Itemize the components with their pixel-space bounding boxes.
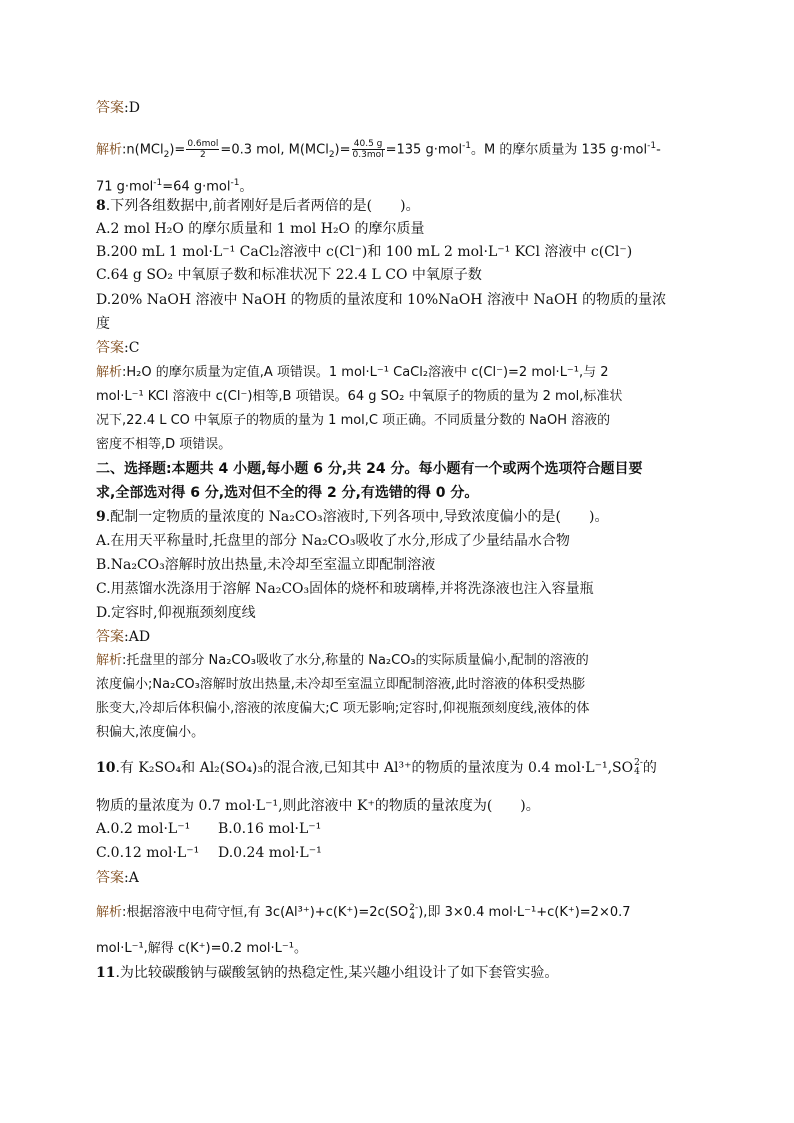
q9-analysis-line-3: 胀变大,冷却后体积偏小,溶液的浓度偏大;C 项无影响;定容时,仰视瓶颈刻度线,液体的体 xyxy=(96,701,590,716)
q8-option-a: A.2 mol H₂O 的摩尔质量和 1 mol H₂O 的摩尔质量 xyxy=(96,221,425,237)
answer-value: :A xyxy=(124,870,139,886)
question-number: 8 xyxy=(96,198,106,214)
fraction: $\frac{\text{0.6mol}}{2}$ xyxy=(187,139,219,161)
answer-label: 答案 xyxy=(96,870,124,886)
q7-analysis-line-2: 71 g·mol$^{-1}$=64 g·mol$^{-1}$。 xyxy=(96,178,253,195)
fraction: $\frac{40.5 g}{\text{0.3mol}}$ xyxy=(352,139,384,161)
q9-answer xyxy=(96,626,150,648)
q10-stem-line-2: 物质的量浓度为 0.7 mol·L⁻¹,则此溶液中 K⁺的物质的量浓度为( )。 xyxy=(96,798,540,814)
q10-answer xyxy=(96,867,139,889)
answer-value: :D xyxy=(124,100,140,116)
q8-option-d-cont: 度 xyxy=(96,316,110,332)
q10-option-c: C.0.12 mol·L⁻¹ xyxy=(96,845,200,861)
q8-answer xyxy=(96,337,139,359)
q7-analysis-line-1: 解析:n(MCl$_2$)= $\frac{\text{0.6mol}}{2}$ =0.3 mol, M(MCl$_2$)= $\frac{40.5 g}{\text{0.3mol}}$ =135 g·mol$^{-1}$。M 的摩尔质量为 135 g·mol$^{-1}$- xyxy=(96,139,661,161)
q7-answer xyxy=(96,97,140,119)
analysis-label: 解析 xyxy=(96,905,123,920)
q10-stem: 10.有 K₂SO₄和 Al₂(SO₄)₃的混合液,已知其中 Al³⁺的物质的量浓度为 0.4 mol·L⁻¹,SO 2- 4 的 xyxy=(96,758,657,777)
analysis-label: 解析 xyxy=(96,365,123,380)
q9-stem: 9.配制一定物质的量浓度的 Na₂CO₃溶液时,下列各项中,导致浓度偏小的是( )。 xyxy=(96,509,609,525)
q8-option-c: C.64 g SO₂ 中氧原子数和标准状况下 22.4 L CO 中氧原子数 xyxy=(96,267,482,283)
q9-analysis-line-4: 积偏大,浓度偏小。 xyxy=(96,725,205,740)
q10-option-b: B.0.16 mol·L⁻¹ xyxy=(218,821,322,837)
section-header-line-2: 求,全部选对得 6 分,选对但不全的得 2 分,有选错的得 0 分。 xyxy=(96,485,479,501)
q10-analysis-line-2: mol·L⁻¹,解得 c(K⁺)=0.2 mol·L⁻¹。 xyxy=(96,941,307,956)
q10-analysis-line-1: 解析:根据溶液中电荷守恒,有 3c(Al³⁺)+c(K⁺)=2c(SO 2- 4 ),即 3×0.4 mol·L⁻¹+c(K⁺)=2×0.7 xyxy=(96,902,631,922)
q9-option-b: B.Na₂CO₃溶解时放出热量,未冷却至室温立即配制溶液 xyxy=(96,557,436,573)
q8-stem: 8.下列各组数据中,前者刚好是后者两倍的是( )。 xyxy=(96,198,420,214)
q10-options-row-1 xyxy=(96,818,321,840)
q8-option-d: D.20% NaOH 溶液中 NaOH 的物质的量浓度和 10%NaOH 溶液中 NaOH 的物质的量浓 xyxy=(96,292,667,308)
question-number: 11 xyxy=(96,965,116,981)
q8-analysis-line-2: mol·L⁻¹ KCl 溶液中 c(Cl⁻)相等,B 项错误。64 g SO₂ 中氧原子的物质的量为 2 mol,标准状 xyxy=(96,389,623,404)
answer-label: 答案 xyxy=(96,629,124,645)
question-number: 10 xyxy=(96,760,116,776)
analysis-label: 解析 xyxy=(96,142,123,158)
sulfate-ion-notation: 2- 4 xyxy=(409,902,419,922)
sulfate-ion-notation: 2- 4 xyxy=(634,758,643,777)
q9-option-c: C.用蒸馏水洗涤用于溶解 Na₂CO₃固体的烧杯和玻璃棒,并将洗涤液也注入容量瓶 xyxy=(96,581,594,597)
question-number: 9 xyxy=(96,509,106,525)
answer-label: 答案 xyxy=(96,100,124,116)
section-header-line-1: 二、选择题:本题共 4 小题,每小题 6 分,共 24 分。每小题有一个或两个选项符合题目要 xyxy=(96,461,643,477)
answer-value: :AD xyxy=(124,629,151,645)
q9-analysis-line-2: 浓度偏小;Na₂CO₃溶解时放出热量,未冷却至室温立即配制溶液,此时溶液的体积受热膨 xyxy=(96,677,586,692)
answer-value: :C xyxy=(124,340,140,356)
answer-label: 答案 xyxy=(96,340,124,356)
q9-option-d: D.定容时,仰视瓶颈刻度线 xyxy=(96,605,256,621)
q8-analysis-line-3: 况下,22.4 L CO 中氧原子的物质的量为 1 mol,C 项正确。不同质量分数的 NaOH 溶液的 xyxy=(96,413,611,428)
q10-option-d: D.0.24 mol·L⁻¹ xyxy=(218,845,322,861)
q11-stem: 11.为比较碳酸钠与碳酸氢钠的热稳定性,某兴趣小组设计了如下套管实验。 xyxy=(96,965,559,981)
q9-option-a: A.在用天平称量时,托盘里的部分 Na₂CO₃吸收了水分,形成了少量结晶水合物 xyxy=(96,533,570,549)
q9-analysis-line-1: 解析:托盘里的部分 Na₂CO₃吸收了水分,称量的 Na₂CO₃的实际质量偏小,配制的溶液的 xyxy=(96,653,589,668)
q8-analysis-line-4: 密度不相等,D 项错误。 xyxy=(96,437,232,452)
q8-analysis-line-1: 解析:H₂O 的摩尔质量为定值,A 项错误。1 mol·L⁻¹ CaCl₂溶液中 c(Cl⁻)=2 mol·L⁻¹,与 2 xyxy=(96,365,609,380)
analysis-label: 解析 xyxy=(96,653,123,668)
q10-option-a: A.0.2 mol·L⁻¹ xyxy=(96,821,191,837)
q8-option-b: B.200 mL 1 mol·L⁻¹ CaCl₂溶液中 c(Cl⁻)和 100 mL 2 mol·L⁻¹ KCl 溶液中 c(Cl⁻) xyxy=(96,244,633,260)
q10-options-row-2 xyxy=(96,842,322,864)
